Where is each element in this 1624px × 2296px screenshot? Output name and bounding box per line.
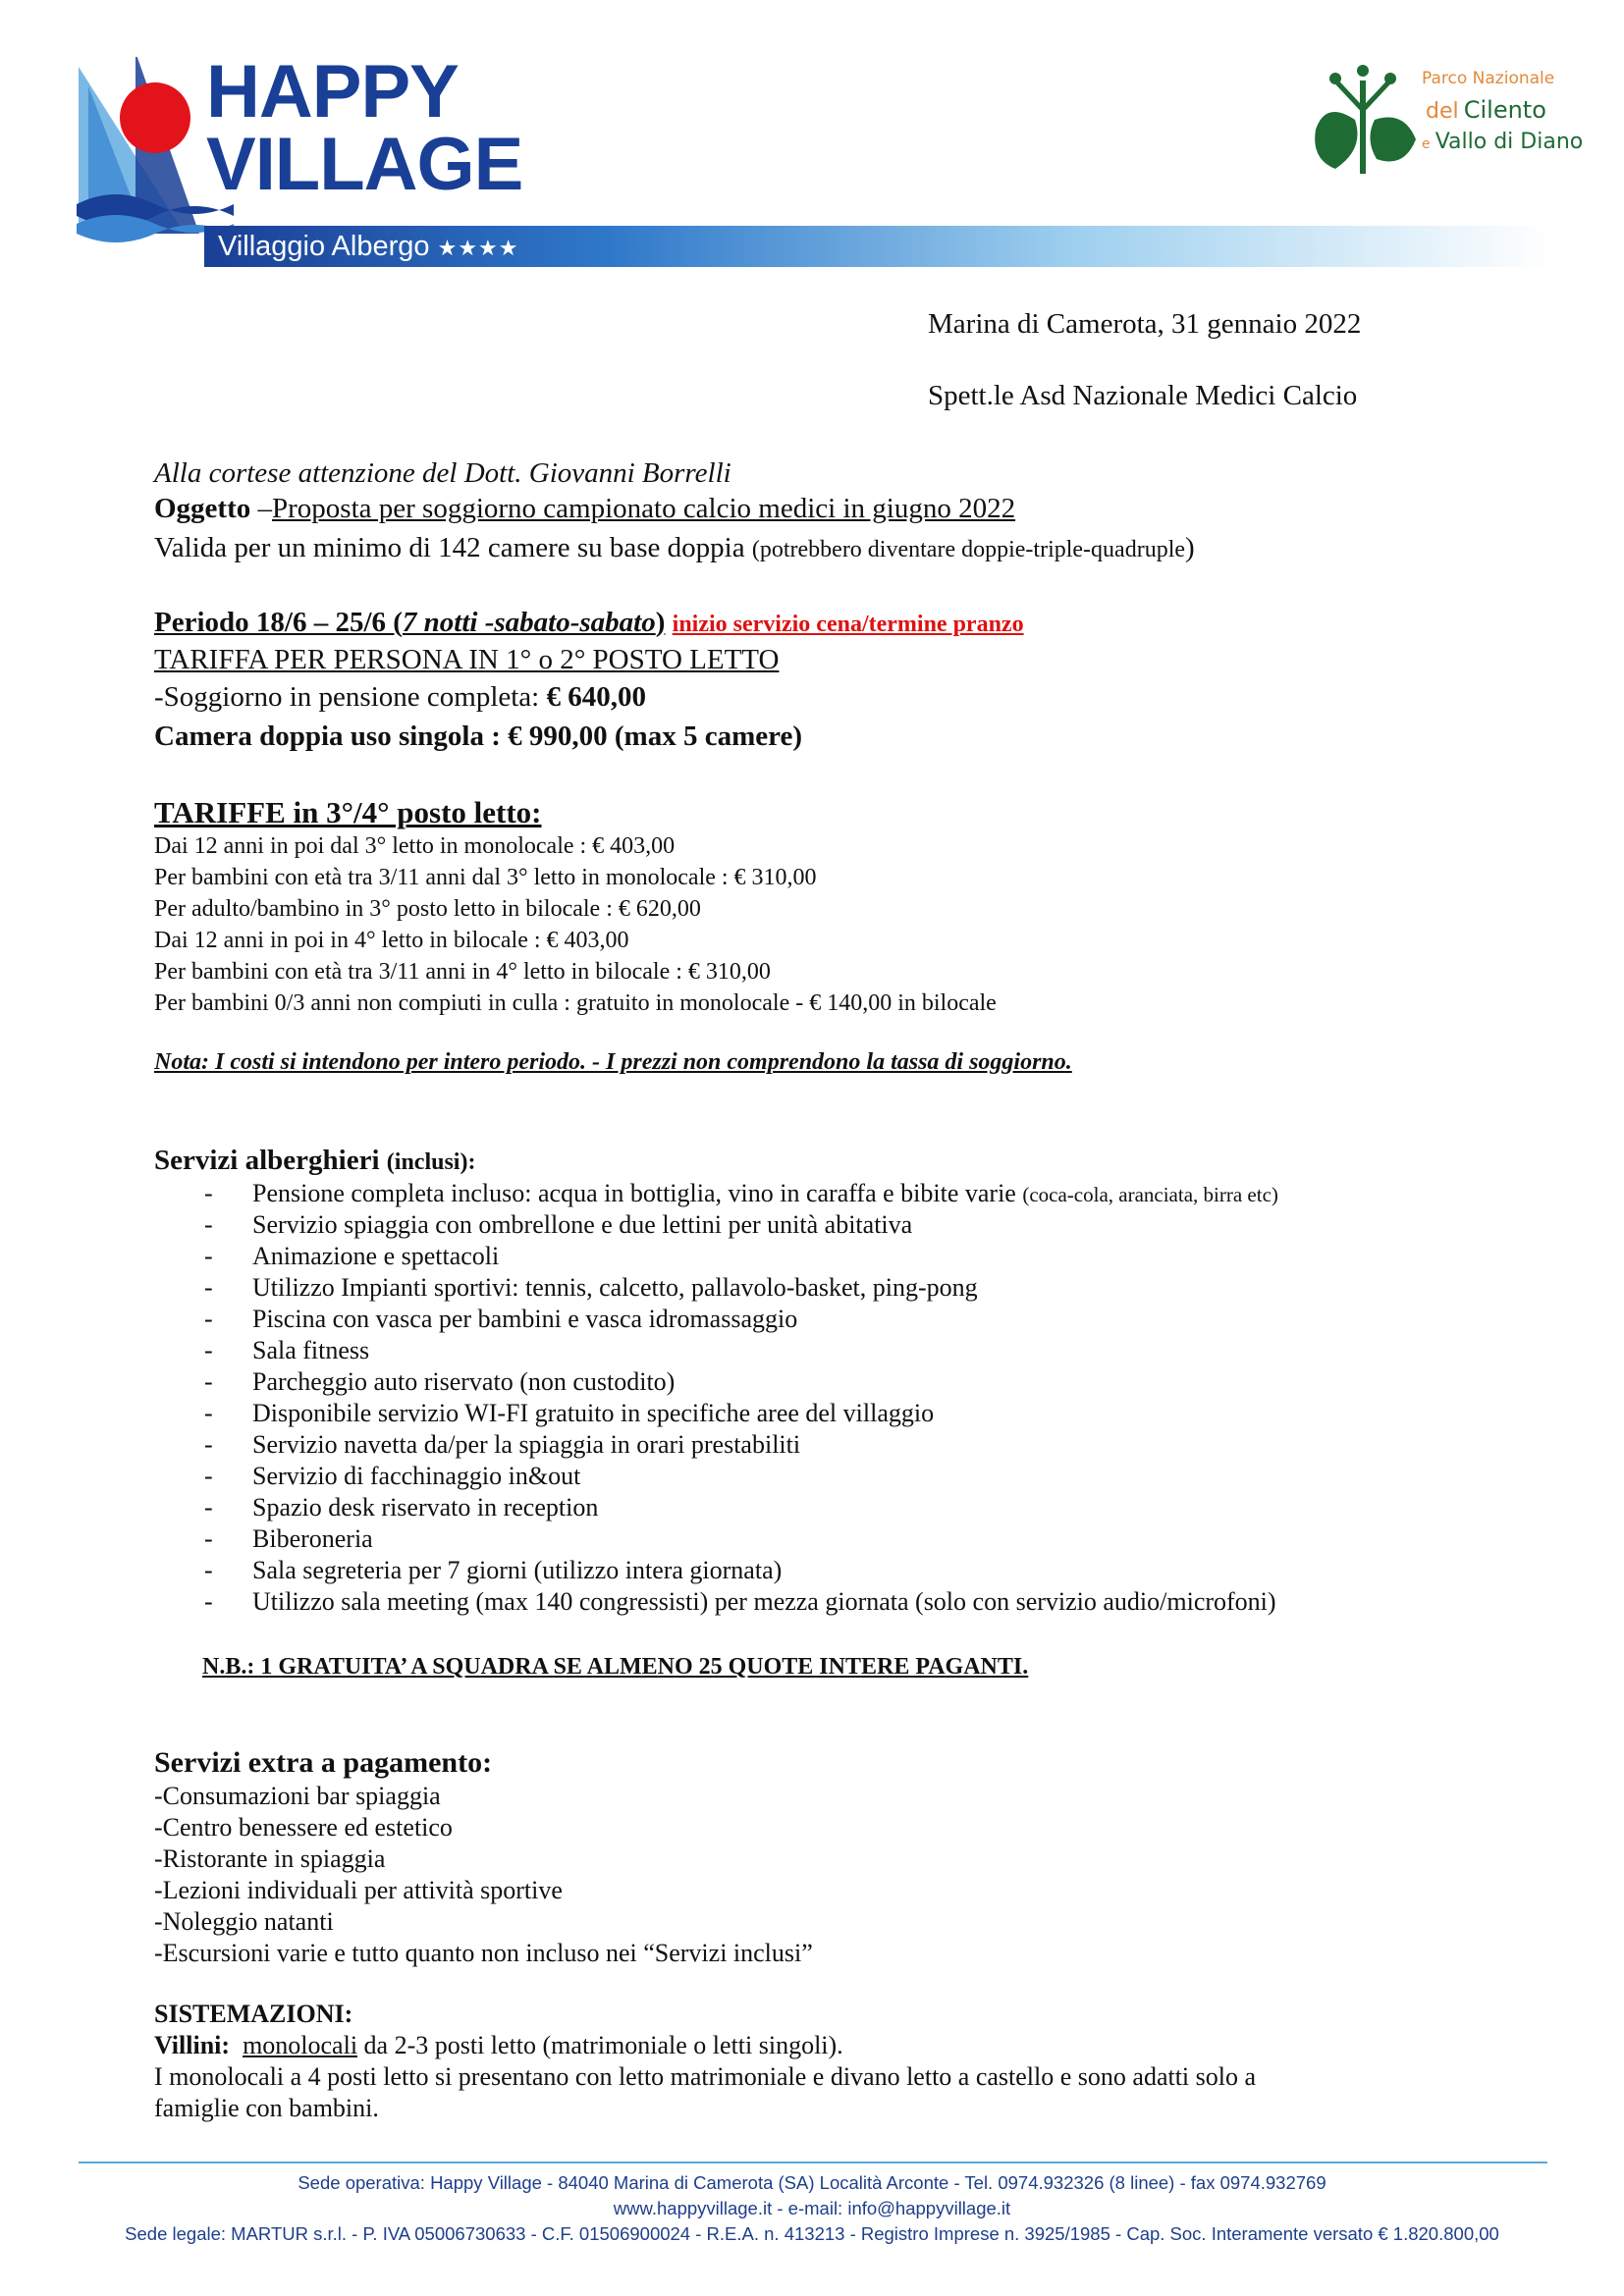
bullet-dash: - <box>204 1210 213 1239</box>
bullet-dash: - <box>204 1556 213 1584</box>
brand-subtitle-row <box>218 228 518 267</box>
rate-title: TARIFFA PER PERSONA IN 1° o 2° POSTO LETTO <box>154 644 780 675</box>
attention-line: Alla cortese attenzione del Dott. Giovanni Borrelli <box>154 457 731 489</box>
bullet-dash: - <box>204 1273 213 1302</box>
services-list <box>0 1178 1624 1629</box>
footer-line1 <box>0 2171 1624 2195</box>
service-item-0: Pensione completa incluso: acqua in bottiglia, vino in caraffa e bibite varie <box>252 1179 1023 1207</box>
bullet-dash: - <box>204 1305 213 1333</box>
villini-text: da 2-3 posti letto (matrimoniale o letti singoli). <box>357 2031 843 2059</box>
park-name-e: e <box>1422 136 1431 152</box>
brand-subtitle: Villaggio Albergo <box>218 231 430 262</box>
period-label: Periodo 18/6 – 25/6 ( <box>154 607 403 638</box>
cost-note: Nota: I costi si intendono per intero periodo. - I prezzi non comprendono la tassa di soggiorno. <box>154 1049 1072 1075</box>
services-title: Servizi alberghieri <box>154 1145 387 1176</box>
period-line <box>154 607 1024 640</box>
list-item-text: Servizio navetta da/per la spiaggia in orari prestabiliti <box>252 1430 801 1459</box>
list-item-text: Utilizzo Impianti sportivi: tennis, calcetto, pallavolo-basket, ping-pong <box>252 1273 978 1302</box>
list-item-text: Disponibile servizio WI-FI gratuito in specifiche aree del villaggio <box>252 1399 935 1427</box>
accommodation-title: SISTEMAZIONI: <box>154 2000 353 2028</box>
extras-title: Servizi extra a pagamento: <box>154 1746 493 1779</box>
footer-operative-address: 84040 Marina di Camerota (SA) Località Arconte - Tel. 0974.932326 (8 linee) - fax 0974.932769 <box>558 2172 1326 2193</box>
pension-label: -Soggiorno in pensione completa: <box>154 681 547 713</box>
list-item-text: Sala segreteria per 7 giorni (utilizzo intera giornata) <box>252 1556 783 1584</box>
park-plant-icon <box>1306 61 1424 179</box>
service-item-0-note: (coca-cola, aranciata, birra etc) <box>1022 1183 1278 1206</box>
villini-monolocali: monolocali <box>243 2031 358 2059</box>
pension-price: € 640,00 <box>546 681 646 713</box>
villini-line <box>154 2030 843 2061</box>
letter-recipient: Spett.le Asd Nazionale Medici Calcio <box>928 380 1358 411</box>
pension-line <box>154 681 646 713</box>
footer-line2: www.happyvillage.it - e-mail: info@happyvillage.it <box>613 2198 1011 2218</box>
subject-line <box>154 493 1015 524</box>
park-name-del: del <box>1426 99 1459 124</box>
extras-item: -Escursioni varie e tutto quanto non incluso nei “Servizi inclusi” <box>154 1939 813 1967</box>
bullet-dash: - <box>204 1367 213 1396</box>
extras-item: -Ristorante in spiaggia <box>154 1844 386 1873</box>
park-name-vallo: Vallo di Diano <box>1435 130 1584 154</box>
period-label-group <box>154 607 665 638</box>
list-item-text: Parcheggio auto riservato (non custodito) <box>252 1367 676 1396</box>
extras-item: -Lezioni individuali per attività sportive <box>154 1876 563 1904</box>
list-item-text: Sala fitness <box>252 1336 370 1364</box>
footer-operative-label: Sede operativa: Happy Village - <box>298 2172 559 2193</box>
list-item-text: Piscina con vasca per bambini e vasca idromassaggio <box>252 1305 798 1333</box>
validity-close: ) <box>1185 532 1195 563</box>
extra-bed-row: Per adulto/bambino in 3° posto letto in bilocale : € 620,00 <box>154 896 701 922</box>
bullet-dash: - <box>204 1524 213 1553</box>
extra-bed-title: TARIFFE in 3°/4° posto letto: <box>154 795 542 829</box>
list-item-text: Spazio desk riservato in reception <box>252 1493 599 1522</box>
list-item-text: Animazione e spettacoli <box>252 1242 500 1270</box>
validity-line <box>154 532 1195 565</box>
list-item-text: Utilizzo sala meeting (max 140 congressisti) per mezza giornata (solo con servizio audio/microfoni) <box>252 1587 1276 1616</box>
validity-note: (potrebbero diventare doppie-triple-quadruple <box>751 537 1186 562</box>
bullet-dash: - <box>204 1179 213 1207</box>
villini-label: Villini: <box>154 2031 231 2059</box>
park-logo <box>1306 61 1584 188</box>
list-item-text: Servizio spiaggia con ombrellone e due lettini per unità abitativa <box>252 1210 913 1239</box>
extra-bed-row: Dai 12 anni in poi dal 3° letto in monolocale : € 403,00 <box>154 833 676 859</box>
services-title-line <box>154 1145 475 1178</box>
park-name-line1: Parco Nazionale <box>1422 69 1555 88</box>
bullet-dash: - <box>204 1493 213 1522</box>
list-item-text <box>252 1178 1278 1210</box>
extras-item: -Consumazioni bar spiaggia <box>154 1782 441 1810</box>
period-nights: 7 notti -sabato-sabato <box>402 607 656 638</box>
footer-line3: Sede legale: MARTUR s.r.l. - P. IVA 05006730633 - C.F. 01506900024 - R.E.A. n. 413213 - Registro Imprese n. 3925/1985 - Cap. Soc. Interamente versato € 1.820.800,00 <box>125 2223 1499 2244</box>
brand-name-line1: HAPPY <box>206 50 459 133</box>
extras-item: -Centro benessere ed estetico <box>154 1813 453 1842</box>
bullet-dash: - <box>204 1462 213 1490</box>
extras-item: -Noleggio natanti <box>154 1907 334 1936</box>
nb-note: N.B.: 1 GRATUITA’ A SQUADRA SE ALMENO 25 QUOTE INTERE PAGANTI. <box>202 1654 1029 1680</box>
subject-dash: – <box>250 493 272 524</box>
bullet-dash: - <box>204 1587 213 1616</box>
extra-bed-row: Per bambini con età tra 3/11 anni dal 3° letto in monolocale : € 310,00 <box>154 865 817 890</box>
park-name-cilento: Cilento <box>1463 96 1546 124</box>
list-item-text: Biberoneria <box>252 1524 373 1553</box>
extra-bed-row: Per bambini 0/3 anni non compiuti in culla : gratuito in monolocale - € 140,00 in bilocale <box>154 990 997 1016</box>
letter-date: Marina di Camerota, 31 gennaio 2022 <box>928 308 1362 340</box>
footer-divider <box>79 2162 1547 2163</box>
validity-text: Valida per un minimo di 142 camere su base doppia <box>154 532 752 563</box>
extra-bed-row: Per bambini con età tra 3/11 anni in 4° letto in bilocale : € 310,00 <box>154 959 771 985</box>
service-times: inizio servizio cena/termine pranzo <box>672 612 1024 637</box>
period-close: ) <box>655 607 666 638</box>
park-name-line3 <box>1422 130 1583 154</box>
star-rating-icon: ★★★★ <box>437 236 519 260</box>
bullet-dash: - <box>204 1399 213 1427</box>
single-room-line: Camera doppia uso singola : € 990,00 (max 5 camere) <box>154 721 802 752</box>
bullet-dash: - <box>204 1242 213 1270</box>
subject-label: Oggetto <box>154 493 251 524</box>
brand-name-line2: VILLAGE <box>206 123 523 206</box>
extra-bed-row: Dai 12 anni in poi in 4° letto in bilocale : € 403,00 <box>154 928 629 953</box>
accommodation-paragraph-line1: I monolocali a 4 posti letto si presentano con letto matrimoniale e divano letto a castello e sono adatti solo a <box>154 2062 1257 2091</box>
bullet-dash: - <box>204 1430 213 1459</box>
bullet-dash: - <box>204 1336 213 1364</box>
subject-text: Proposta per soggiorno campionato calcio medici in giugno 2022 <box>272 493 1016 524</box>
accommodation-paragraph-line2: famiglie con bambini. <box>154 2094 379 2122</box>
park-name-line2 <box>1426 96 1546 124</box>
services-title-note: (inclusi): <box>386 1149 476 1175</box>
list-item-text: Servizio di facchinaggio in&out <box>252 1462 581 1490</box>
